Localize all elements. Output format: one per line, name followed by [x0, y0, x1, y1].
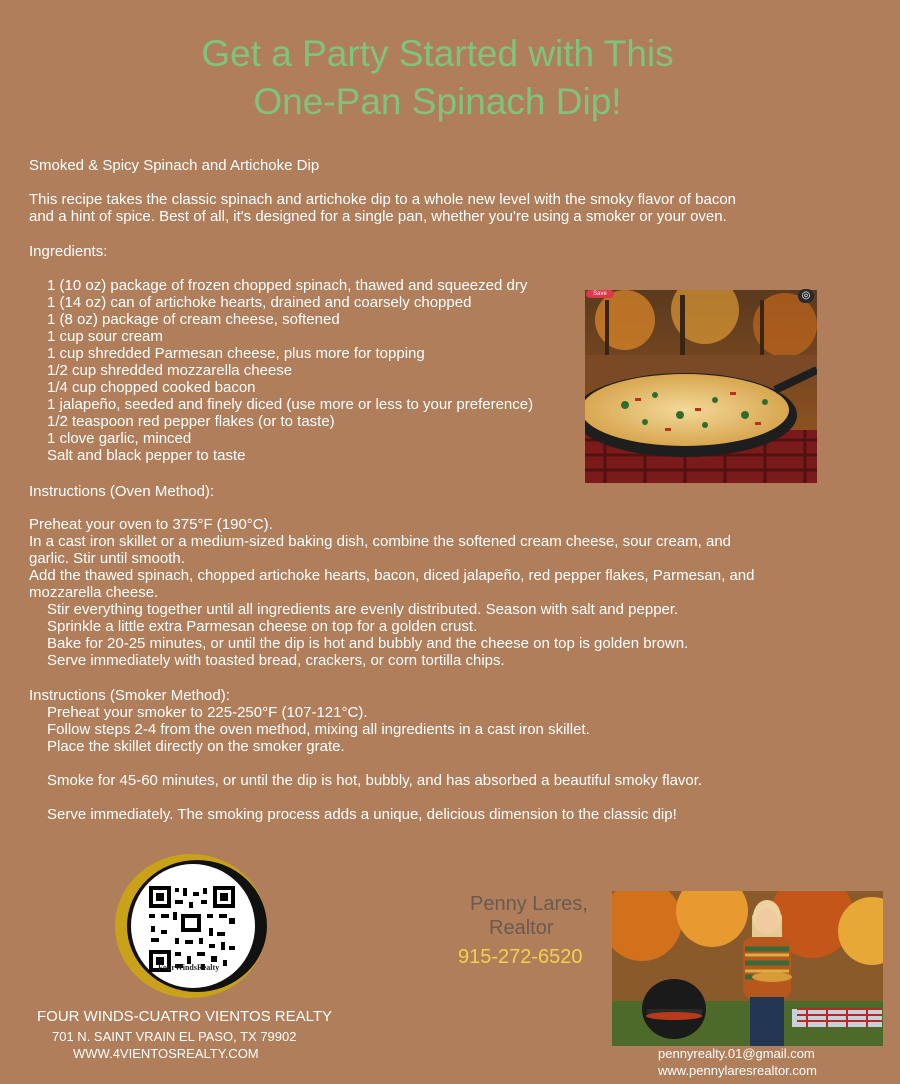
list-item: mozzarella cheese.	[29, 584, 159, 601]
agent-email[interactable]: pennyrealty.01@gmail.com	[658, 1046, 815, 1061]
ingredients-heading: Ingredients:	[29, 243, 108, 260]
list-item: 1 (14 oz) can of artichoke hearts, drained and coarsely chopped	[47, 294, 472, 311]
logo-text: FourWindsRealty	[158, 963, 220, 972]
list-item: 1/2 cup shredded mozzarella cheese	[47, 362, 293, 379]
list-item: 1 (10 oz) package of frozen chopped spinach, thawed and squeezed dry	[47, 277, 528, 294]
list-item: Salt and black pepper to taste	[47, 447, 246, 464]
list-item: 1 cup shredded Parmesan cheese, plus more for topping	[47, 345, 425, 362]
agent-title: Realtor	[489, 917, 554, 939]
list-item: 1 cup sour cream	[47, 328, 163, 345]
intro-line-1: This recipe takes the classic spinach and artichoke dip to a whole new level with the smoky flavor of bacon	[29, 191, 737, 208]
list-item: garlic. Stir until smooth.	[29, 550, 185, 567]
company-logo	[113, 852, 273, 1000]
agent-website[interactable]: www.pennylaresrealtor.com	[658, 1063, 817, 1078]
list-item: Serve immediately with toasted bread, crackers, or corn tortilla chips.	[47, 652, 505, 669]
spinach-dip-photo	[585, 290, 817, 483]
recipe-name: Smoked & Spicy Spinach and Artichoke Dip	[29, 157, 320, 174]
list-item: Follow steps 2-4 from the oven method, mixing all ingredients in a cast iron skillet.	[47, 721, 590, 738]
company-address: 701 N. SAINT VRAIN EL PASO, TX 79902	[52, 1029, 297, 1044]
list-item: 1 (8 oz) package of cream cheese, softened	[47, 311, 340, 328]
list-item: Sprinkle a little extra Parmesan cheese on top for a golden crust.	[47, 618, 478, 635]
ingredients-list	[47, 277, 533, 464]
intro-line-2: and a hint of spice. Best of all, it's designed for a single pan, whether you're using a smoker or your oven.	[29, 208, 727, 225]
list-item: 1/4 cup chopped cooked bacon	[47, 379, 256, 396]
recipe-intro	[29, 191, 819, 225]
smoker-instructions-heading: Instructions (Smoker Method):	[29, 687, 230, 704]
list-item: 1 clove garlic, minced	[47, 430, 192, 447]
company-name: FOUR WINDS-CUATRO VIENTOS REALTY	[37, 1008, 333, 1025]
title-line-2: One-Pan Spinach Dip!	[253, 81, 622, 122]
agent-photo	[612, 891, 883, 1046]
company-website[interactable]: WWW.4VIENTOSREALTY.COM	[73, 1046, 259, 1061]
list-item: Place the skillet directly on the smoker grate.	[47, 738, 345, 755]
oven-steps-list	[29, 516, 829, 669]
oven-instructions-heading: Instructions (Oven Method):	[29, 483, 215, 500]
lens-icon[interactable]: ◎	[798, 289, 814, 303]
smoker-steps-list	[47, 704, 590, 755]
list-item: 1 jalapeño, seeded and finely diced (use more or less to your preference)	[47, 396, 534, 413]
agent-phone[interactable]: 915-272-6520	[458, 946, 583, 968]
page-title	[0, 30, 875, 126]
list-item: Preheat your smoker to 225-250°F (107-121°C).	[47, 704, 368, 721]
list-item: In a cast iron skillet or a medium-sized baking dish, combine the softened cream cheese, sour cream, and	[29, 533, 732, 550]
list-item: 1/2 teaspoon red pepper flakes (or to taste)	[47, 413, 335, 430]
smoke-time-text: Smoke for 45-60 minutes, or until the dip is hot, bubbly, and has absorbed a beautiful smoky flavor.	[47, 772, 703, 789]
list-item: Preheat your oven to 375°F (190°C).	[29, 516, 273, 533]
save-button[interactable]: Save	[586, 290, 614, 298]
serve-text: Serve immediately. The smoking process adds a unique, delicious dimension to the classic dip!	[47, 806, 677, 823]
agent-name: Penny Lares,	[470, 893, 588, 915]
list-item: Stir everything together until all ingredients are evenly distributed. Season with salt and pepper.	[47, 601, 679, 618]
title-line-1: Get a Party Started with This	[201, 33, 674, 74]
list-item: Add the thawed spinach, chopped artichoke hearts, bacon, diced jalapeño, red pepper flakes, Parmesan, and	[29, 567, 755, 584]
list-item: Bake for 20-25 minutes, or until the dip is hot and bubbly and the cheese on top is golden brown.	[47, 635, 689, 652]
